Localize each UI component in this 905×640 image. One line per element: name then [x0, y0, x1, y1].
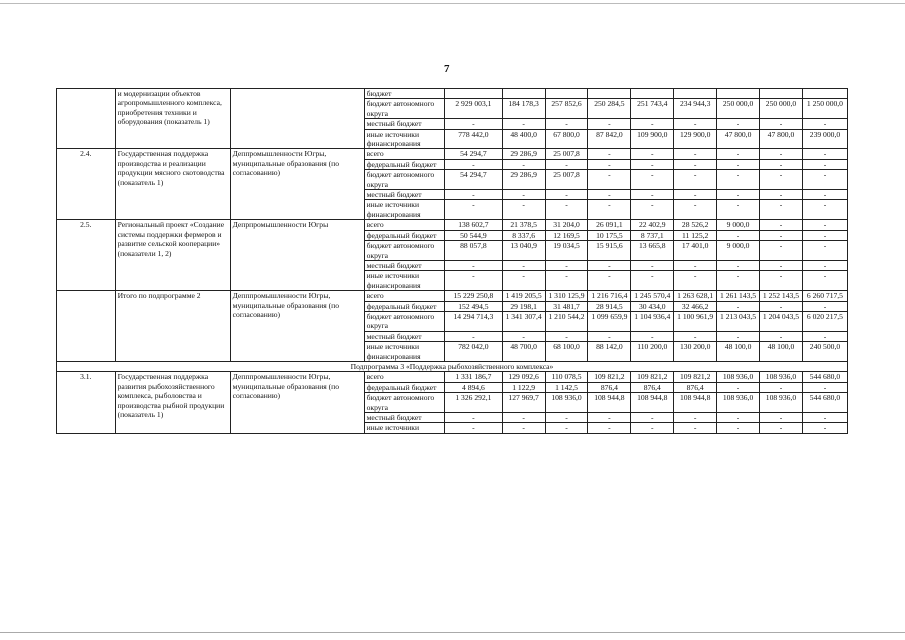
- amount-cell: 1 331 186,7: [445, 372, 503, 382]
- amount-cell: -: [674, 170, 717, 190]
- amount-cell: 1 122,9: [502, 382, 545, 392]
- amount-cell: -: [588, 260, 631, 270]
- amount-cell: -: [760, 170, 803, 190]
- amount-cell: 47 800,0: [717, 129, 760, 149]
- funding-source: федеральный бюджет: [364, 159, 445, 169]
- amount-cell: 48 400,0: [502, 129, 545, 149]
- amount-cell: 29 286,9: [502, 149, 545, 159]
- activity-name: Итого по подпрограмме 2: [115, 291, 230, 362]
- amount-cell: -: [717, 271, 760, 291]
- amount-cell: -: [502, 159, 545, 169]
- amount-cell: 251 743,4: [631, 99, 674, 119]
- amount-cell: -: [674, 423, 717, 433]
- amount-cell: [445, 89, 503, 99]
- amount-cell: -: [631, 119, 674, 129]
- amount-cell: 876,4: [674, 382, 717, 392]
- amount-cell: 88 057,8: [445, 241, 503, 261]
- amount-cell: -: [588, 149, 631, 159]
- amount-cell: -: [588, 200, 631, 220]
- funding-source: иные источники финансирования: [364, 271, 445, 291]
- amount-cell: -: [545, 413, 588, 423]
- amount-cell: -: [545, 159, 588, 169]
- amount-cell: -: [717, 260, 760, 270]
- amount-cell: -: [717, 119, 760, 129]
- amount-cell: -: [445, 119, 503, 129]
- amount-cell: -: [802, 301, 847, 311]
- amount-cell: -: [631, 271, 674, 291]
- amount-cell: -: [445, 260, 503, 270]
- amount-cell: 234 944,3: [674, 99, 717, 119]
- row-number: 2.5.: [57, 220, 116, 291]
- amount-cell: -: [802, 230, 847, 240]
- funding-source: федеральный бюджет: [364, 301, 445, 311]
- scan-edge-top: [0, 3, 905, 4]
- amount-cell: -: [588, 190, 631, 200]
- budget-table: [56, 88, 848, 434]
- amount-cell: -: [760, 301, 803, 311]
- funding-source: всего: [364, 291, 445, 301]
- amount-cell: 32 466,2: [674, 301, 717, 311]
- amount-cell: -: [717, 230, 760, 240]
- amount-cell: -: [760, 159, 803, 169]
- amount-cell: -: [717, 159, 760, 169]
- amount-cell: -: [760, 241, 803, 261]
- amount-cell: 15 229 250,8: [445, 291, 503, 301]
- row-number: 3.1.: [57, 372, 116, 433]
- amount-cell: -: [502, 190, 545, 200]
- amount-cell: -: [588, 413, 631, 423]
- funding-source: бюджет автономного округа: [364, 170, 445, 190]
- funding-source: бюджет автономного округа: [364, 241, 445, 261]
- amount-cell: 22 402,9: [631, 220, 674, 230]
- amount-cell: 47 800,0: [760, 129, 803, 149]
- amount-cell: 108 936,0: [760, 372, 803, 382]
- amount-cell: -: [674, 331, 717, 341]
- funding-source: всего: [364, 372, 445, 382]
- amount-cell: 1 210 544,2: [545, 311, 588, 331]
- amount-cell: -: [674, 200, 717, 220]
- amount-cell: 1 419 205,5: [502, 291, 545, 301]
- activity-name: Государственная поддержка производства и реализации продукции мясного скотоводства (показатель 1): [115, 149, 230, 220]
- amount-cell: -: [545, 200, 588, 220]
- amount-cell: 28 914,5: [588, 301, 631, 311]
- amount-cell: 1 310 125,9: [545, 291, 588, 301]
- amount-cell: -: [502, 331, 545, 341]
- funding-source: иные источники: [364, 423, 445, 433]
- amount-cell: 108 944,8: [631, 393, 674, 413]
- amount-cell: -: [802, 190, 847, 200]
- amount-cell: 54 294,7: [445, 170, 503, 190]
- amount-cell: 1 250 000,0: [802, 99, 847, 119]
- amount-cell: 239 000,0: [802, 129, 847, 149]
- amount-cell: 1 245 570,4: [631, 291, 674, 301]
- funding-source: местный бюджет: [364, 260, 445, 270]
- amount-cell: -: [445, 159, 503, 169]
- amount-cell: 108 944,8: [588, 393, 631, 413]
- amount-cell: 108 936,0: [717, 393, 760, 413]
- amount-cell: 26 091,1: [588, 220, 631, 230]
- amount-cell: -: [502, 200, 545, 220]
- responsible-executor: Депппромышленности Югры, муниципальные образования (по согласованию): [230, 372, 364, 433]
- amount-cell: 13 040,9: [502, 241, 545, 261]
- amount-cell: [760, 89, 803, 99]
- amount-cell: [717, 89, 760, 99]
- amount-cell: 109 821,2: [674, 372, 717, 382]
- amount-cell: -: [545, 119, 588, 129]
- amount-cell: 109 900,0: [631, 129, 674, 149]
- amount-cell: -: [717, 301, 760, 311]
- responsible-executor: [230, 89, 364, 149]
- amount-cell: -: [760, 382, 803, 392]
- amount-cell: 31 204,0: [545, 220, 588, 230]
- funding-source: местный бюджет: [364, 413, 445, 423]
- table-body: [57, 89, 848, 434]
- amount-cell: -: [674, 413, 717, 423]
- amount-cell: 138 602,7: [445, 220, 503, 230]
- amount-cell: 54 294,7: [445, 149, 503, 159]
- amount-cell: 29 286,9: [502, 170, 545, 190]
- amount-cell: -: [717, 190, 760, 200]
- amount-cell: -: [631, 159, 674, 169]
- amount-cell: 9 000,0: [717, 220, 760, 230]
- amount-cell: 127 969,7: [502, 393, 545, 413]
- row-number: [57, 291, 116, 362]
- amount-cell: 129 092,6: [502, 372, 545, 382]
- page-number: 7: [444, 63, 450, 75]
- amount-cell: -: [802, 170, 847, 190]
- amount-cell: 544 680,0: [802, 372, 847, 382]
- amount-cell: 782 042,0: [445, 342, 503, 362]
- subprogram-title: Подпрограмма 3 «Поддержка рыбохозяйственного комплекса»: [57, 361, 848, 371]
- amount-cell: 130 200,0: [674, 342, 717, 362]
- amount-cell: [631, 89, 674, 99]
- amount-cell: -: [674, 119, 717, 129]
- amount-cell: -: [760, 331, 803, 341]
- amount-cell: [502, 89, 545, 99]
- amount-cell: 87 842,0: [588, 129, 631, 149]
- amount-cell: -: [631, 190, 674, 200]
- amount-cell: -: [631, 413, 674, 423]
- amount-cell: 1 252 143,5: [760, 291, 803, 301]
- amount-cell: 240 500,0: [802, 342, 847, 362]
- amount-cell: 12 169,5: [545, 230, 588, 240]
- row-number: 2.4.: [57, 149, 116, 220]
- activity-name: Региональный проект «Создание системы поддержки фермеров и развитие сельской кооперации» (показатели 1, 2): [115, 220, 230, 291]
- amount-cell: 108 944,8: [674, 393, 717, 413]
- amount-cell: -: [445, 331, 503, 341]
- amount-cell: -: [545, 271, 588, 291]
- activity-name: и модернизации объектов агропромышленного комплекса, приобретения техники и оборудования (показатель 1): [115, 89, 230, 149]
- amount-cell: 6 020 217,5: [802, 311, 847, 331]
- amount-cell: 11 125,2: [674, 230, 717, 240]
- funding-source: бюджет автономного округа: [364, 99, 445, 119]
- amount-cell: 9 000,0: [717, 241, 760, 261]
- amount-cell: -: [760, 220, 803, 230]
- amount-cell: 108 936,0: [760, 393, 803, 413]
- amount-cell: 28 526,2: [674, 220, 717, 230]
- amount-cell: 257 852,6: [545, 99, 588, 119]
- subprogram-header-row: [57, 361, 848, 371]
- amount-cell: -: [717, 170, 760, 190]
- amount-cell: 1 213 043,5: [717, 311, 760, 331]
- amount-cell: -: [545, 423, 588, 433]
- amount-cell: -: [445, 271, 503, 291]
- amount-cell: -: [588, 170, 631, 190]
- amount-cell: 68 100,0: [545, 342, 588, 362]
- amount-cell: [674, 89, 717, 99]
- amount-cell: -: [674, 149, 717, 159]
- amount-cell: -: [760, 271, 803, 291]
- amount-cell: -: [445, 190, 503, 200]
- amount-cell: 8 737,1: [631, 230, 674, 240]
- amount-cell: 48 700,0: [502, 342, 545, 362]
- amount-cell: 67 800,0: [545, 129, 588, 149]
- amount-cell: 1 142,5: [545, 382, 588, 392]
- amount-cell: 1 341 307,4: [502, 311, 545, 331]
- amount-cell: -: [502, 260, 545, 270]
- funding-source: всего: [364, 149, 445, 159]
- amount-cell: -: [760, 200, 803, 220]
- amount-cell: -: [631, 200, 674, 220]
- funding-source: всего: [364, 220, 445, 230]
- amount-cell: 1 104 936,4: [631, 311, 674, 331]
- funding-source: иные источники финансирования: [364, 129, 445, 149]
- funding-source: местный бюджет: [364, 190, 445, 200]
- amount-cell: -: [802, 413, 847, 423]
- funding-source: бюджет автономного округа: [364, 393, 445, 413]
- amount-cell: -: [760, 149, 803, 159]
- amount-cell: -: [802, 159, 847, 169]
- funding-source: иные источники финансирования: [364, 342, 445, 362]
- amount-cell: -: [802, 119, 847, 129]
- amount-cell: -: [445, 200, 503, 220]
- amount-cell: -: [760, 413, 803, 423]
- amount-cell: 6 260 717,5: [802, 291, 847, 301]
- amount-cell: -: [631, 149, 674, 159]
- amount-cell: 25 007,8: [545, 149, 588, 159]
- amount-cell: 29 198,1: [502, 301, 545, 311]
- table-row: [57, 220, 848, 230]
- amount-cell: 152 494,5: [445, 301, 503, 311]
- row-number: [57, 89, 116, 149]
- amount-cell: -: [545, 331, 588, 341]
- table-row: [57, 372, 848, 382]
- amount-cell: 25 007,8: [545, 170, 588, 190]
- amount-cell: -: [588, 159, 631, 169]
- amount-cell: 1 263 628,1: [674, 291, 717, 301]
- amount-cell: -: [674, 260, 717, 270]
- amount-cell: 250 000,0: [717, 99, 760, 119]
- funding-source: местный бюджет: [364, 331, 445, 341]
- amount-cell: 129 900,0: [674, 129, 717, 149]
- amount-cell: 108 936,0: [545, 393, 588, 413]
- amount-cell: 109 821,2: [631, 372, 674, 382]
- amount-cell: -: [717, 149, 760, 159]
- amount-cell: 21 378,5: [502, 220, 545, 230]
- amount-cell: -: [802, 331, 847, 341]
- amount-cell: -: [802, 200, 847, 220]
- amount-cell: -: [760, 260, 803, 270]
- activity-name: Государственная поддержка развития рыбохозяйственного комплекса, рыболовства и производства рыбной продукции (показатель 1): [115, 372, 230, 433]
- amount-cell: -: [631, 260, 674, 270]
- amount-cell: 876,4: [588, 382, 631, 392]
- amount-cell: -: [674, 159, 717, 169]
- amount-cell: -: [717, 423, 760, 433]
- amount-cell: -: [445, 413, 503, 423]
- amount-cell: 876,4: [631, 382, 674, 392]
- amount-cell: -: [502, 119, 545, 129]
- amount-cell: -: [802, 271, 847, 291]
- amount-cell: -: [674, 271, 717, 291]
- amount-cell: 4 894,6: [445, 382, 503, 392]
- table-row: [57, 149, 848, 159]
- amount-cell: -: [631, 170, 674, 190]
- amount-cell: -: [802, 149, 847, 159]
- amount-cell: -: [760, 119, 803, 129]
- funding-source: местный бюджет: [364, 119, 445, 129]
- amount-cell: -: [588, 423, 631, 433]
- amount-cell: 1 216 716,4: [588, 291, 631, 301]
- responsible-executor: Депрпромышленности Югры: [230, 220, 364, 291]
- funding-source: федеральный бюджет: [364, 382, 445, 392]
- amount-cell: -: [445, 423, 503, 433]
- amount-cell: 48 100,0: [717, 342, 760, 362]
- amount-cell: 50 544,9: [445, 230, 503, 240]
- amount-cell: -: [502, 271, 545, 291]
- amount-cell: 8 337,6: [502, 230, 545, 240]
- amount-cell: 110 078,5: [545, 372, 588, 382]
- amount-cell: 1 204 043,5: [760, 311, 803, 331]
- amount-cell: 184 178,3: [502, 99, 545, 119]
- amount-cell: -: [717, 382, 760, 392]
- amount-cell: -: [802, 382, 847, 392]
- amount-cell: 109 821,2: [588, 372, 631, 382]
- amount-cell: 110 200,0: [631, 342, 674, 362]
- amount-cell: 19 034,5: [545, 241, 588, 261]
- amount-cell: 250 000,0: [760, 99, 803, 119]
- amount-cell: -: [717, 200, 760, 220]
- amount-cell: 48 100,0: [760, 342, 803, 362]
- amount-cell: 2 929 003,1: [445, 99, 503, 119]
- amount-cell: -: [502, 423, 545, 433]
- amount-cell: 17 401,0: [674, 241, 717, 261]
- amount-cell: 30 434,0: [631, 301, 674, 311]
- amount-cell: 544 680,0: [802, 393, 847, 413]
- amount-cell: -: [588, 331, 631, 341]
- amount-cell: -: [631, 423, 674, 433]
- funding-source: бюджет: [364, 89, 445, 99]
- amount-cell: 1 261 143,5: [717, 291, 760, 301]
- amount-cell: -: [588, 271, 631, 291]
- amount-cell: 14 294 714,3: [445, 311, 503, 331]
- responsible-executor: Депппромышленности Югры, муниципальные образования (по согласованию): [230, 291, 364, 362]
- amount-cell: [802, 89, 847, 99]
- amount-cell: -: [760, 230, 803, 240]
- amount-cell: -: [717, 413, 760, 423]
- amount-cell: 31 481,7: [545, 301, 588, 311]
- amount-cell: 1 326 292,1: [445, 393, 503, 413]
- amount-cell: -: [802, 220, 847, 230]
- table-row: [57, 291, 848, 301]
- amount-cell: -: [674, 190, 717, 200]
- amount-cell: -: [545, 260, 588, 270]
- amount-cell: 13 665,8: [631, 241, 674, 261]
- amount-cell: [588, 89, 631, 99]
- amount-cell: -: [760, 423, 803, 433]
- amount-cell: -: [631, 331, 674, 341]
- amount-cell: -: [545, 190, 588, 200]
- amount-cell: -: [588, 119, 631, 129]
- amount-cell: -: [802, 241, 847, 261]
- amount-cell: -: [717, 331, 760, 341]
- scan-edge-bottom: [0, 632, 905, 633]
- funding-source: бюджет автономного округа: [364, 311, 445, 331]
- amount-cell: 1 100 961,9: [674, 311, 717, 331]
- amount-cell: 250 284,5: [588, 99, 631, 119]
- amount-cell: 108 936,0: [717, 372, 760, 382]
- amount-cell: [545, 89, 588, 99]
- amount-cell: -: [760, 190, 803, 200]
- table-row: [57, 89, 848, 99]
- funding-source: иные источники финансирования: [364, 200, 445, 220]
- amount-cell: -: [802, 423, 847, 433]
- funding-source: федеральный бюджет: [364, 230, 445, 240]
- responsible-executor: Деппромышленности Югры, муниципальные образования (по согласованию): [230, 149, 364, 220]
- amount-cell: -: [802, 260, 847, 270]
- amount-cell: 88 142,0: [588, 342, 631, 362]
- amount-cell: 10 175,5: [588, 230, 631, 240]
- amount-cell: 1 099 659,9: [588, 311, 631, 331]
- amount-cell: 778 442,0: [445, 129, 503, 149]
- amount-cell: -: [502, 413, 545, 423]
- amount-cell: 15 915,6: [588, 241, 631, 261]
